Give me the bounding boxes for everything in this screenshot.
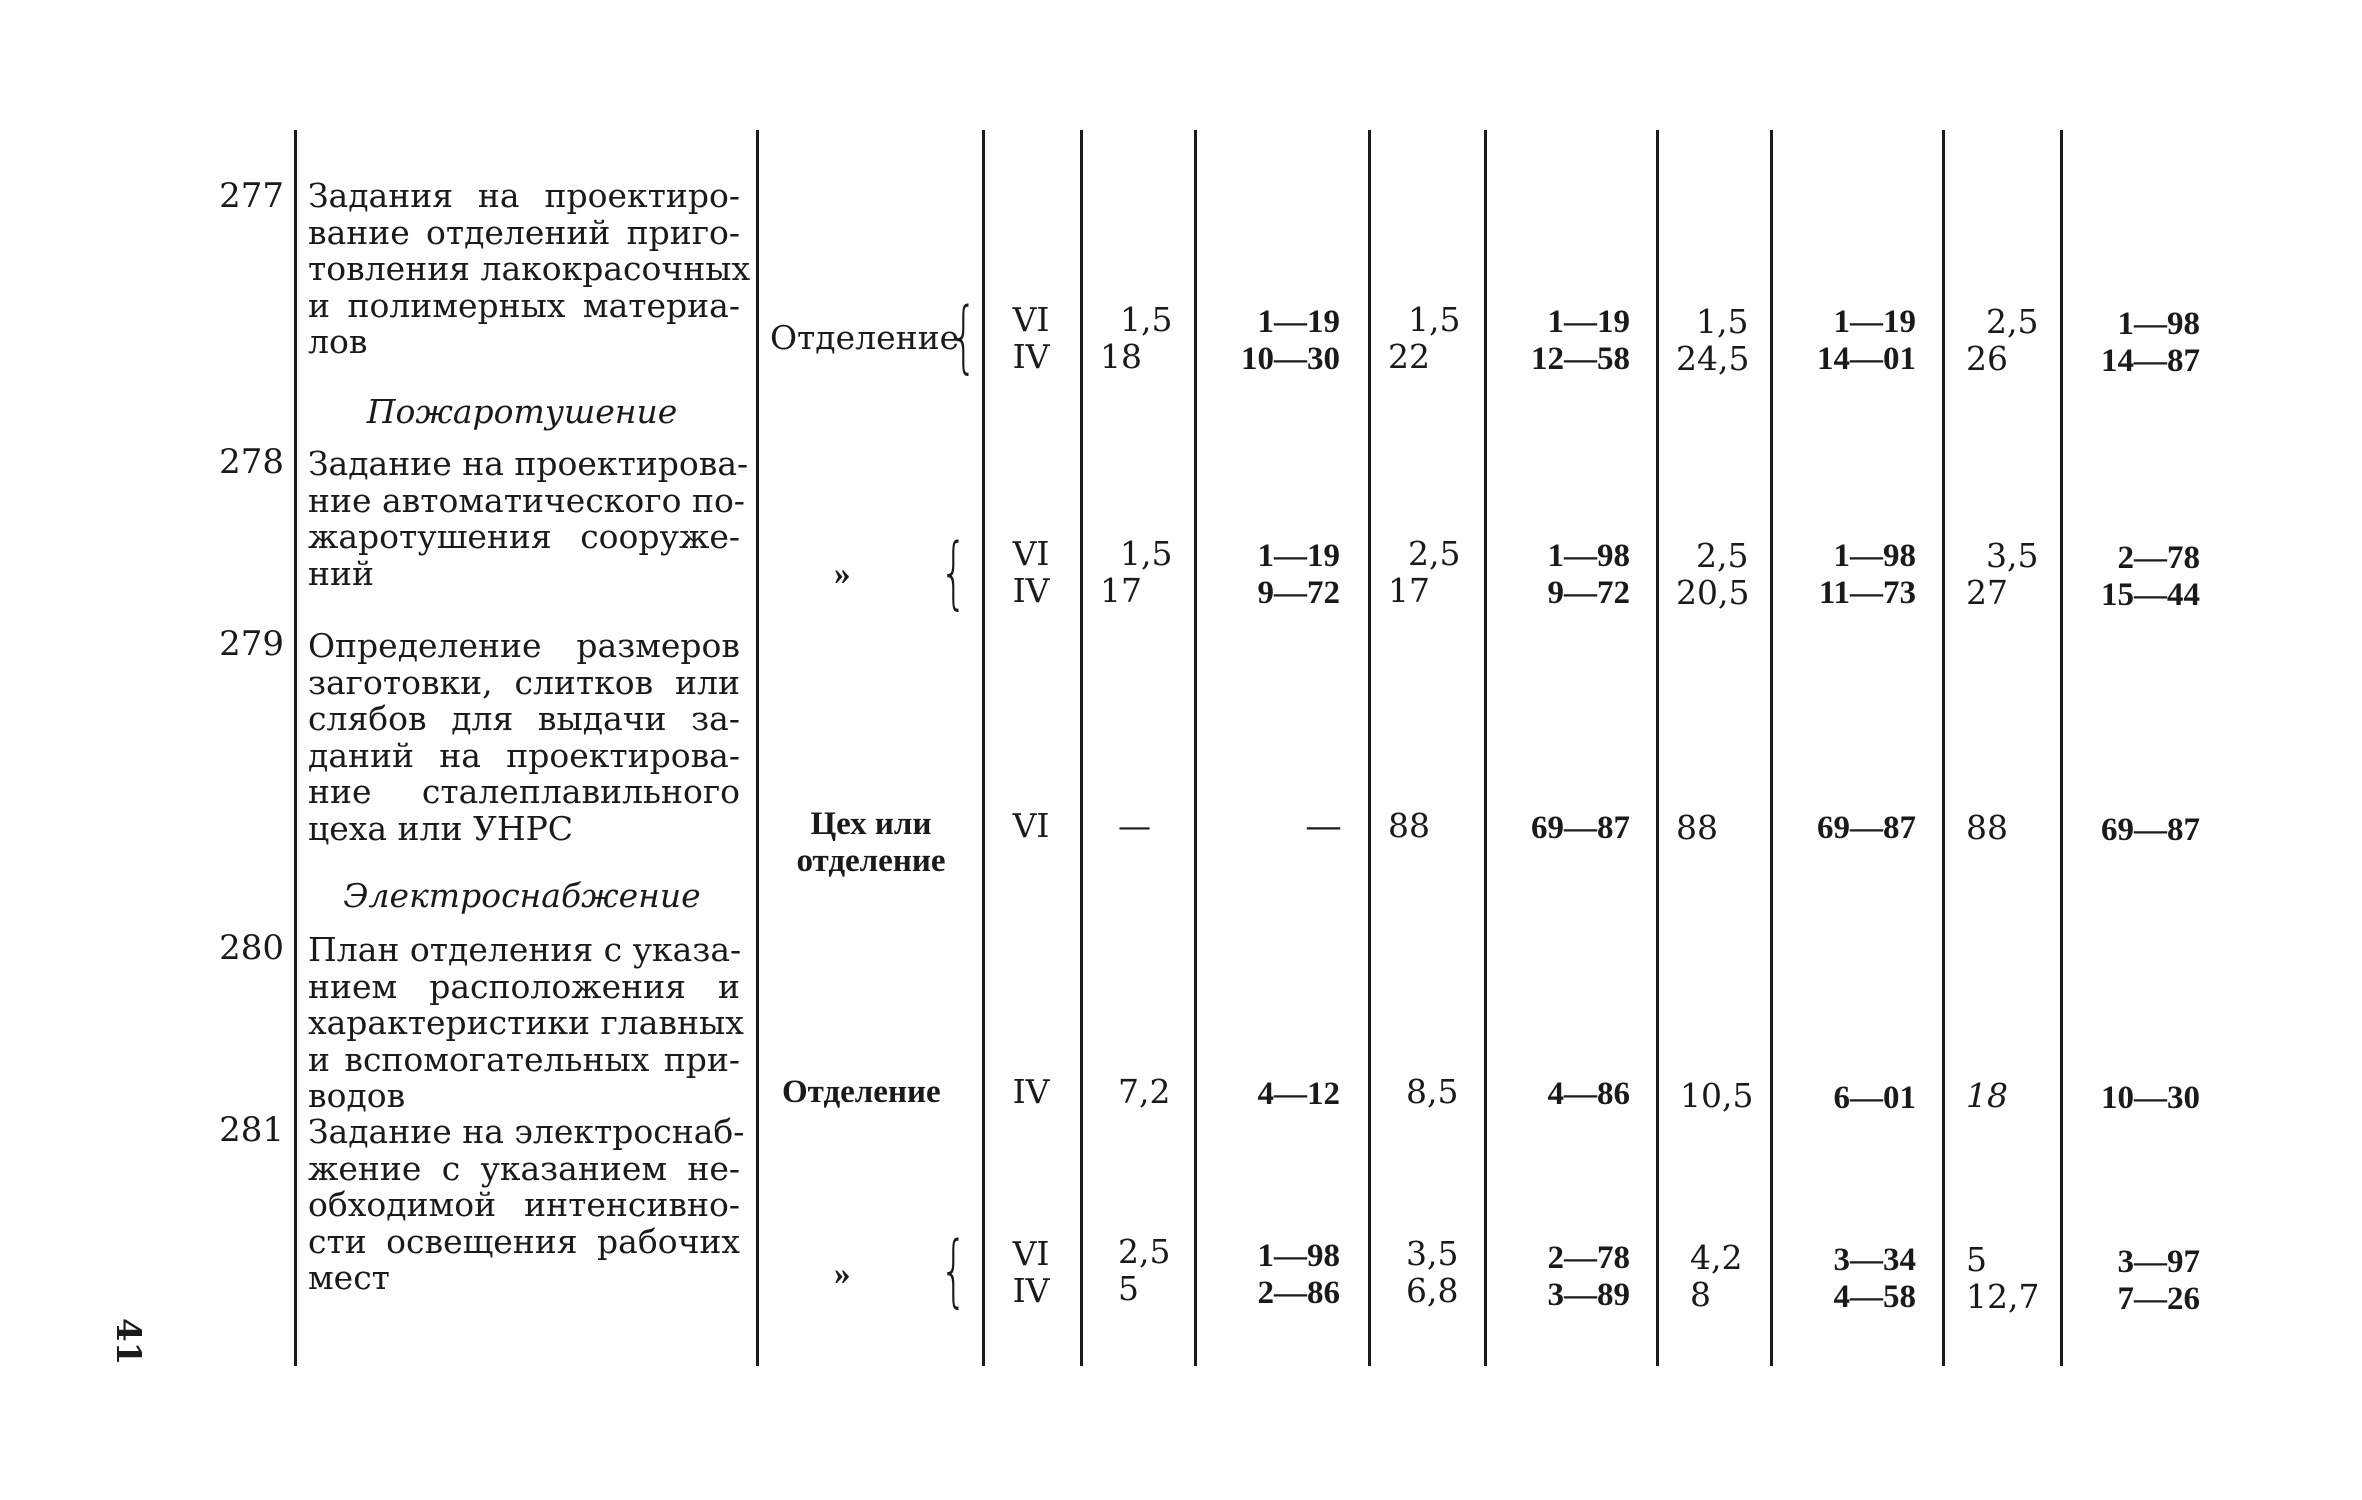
description-line: даний на проектирова- <box>308 735 740 775</box>
brace: { <box>950 292 978 382</box>
description-line: заготовки, слитков или <box>308 662 740 702</box>
unit-cell: » <box>834 1256 851 1292</box>
column-rule <box>1080 130 1083 1366</box>
column-rule <box>294 130 297 1366</box>
category-cell: VI IV <box>1012 534 1050 610</box>
description-line: вание отделений приго- <box>308 212 740 252</box>
column-rule <box>1770 130 1773 1366</box>
price-cell: 3—97 7—26 <box>2117 1244 2200 1317</box>
value-cell: 3,5 6,8 <box>1406 1234 1459 1310</box>
description-line: и полимерных материа- <box>308 285 740 325</box>
price-cell: 2—78 15—44 <box>2101 540 2200 613</box>
description-line: лов <box>308 322 368 361</box>
category-cell: VI IV <box>1012 1234 1050 1310</box>
value-cell: 8,5 <box>1406 1072 1459 1111</box>
value-cell: 1,5 18 <box>1100 300 1173 376</box>
brace: { <box>940 1226 968 1316</box>
column-rule <box>1656 130 1659 1366</box>
price-cell: 1—98 2—86 <box>1257 1238 1340 1311</box>
unit-cell: Отделение <box>782 1074 941 1110</box>
row-description <box>308 628 740 847</box>
price-cell: 3—34 4—58 <box>1833 1242 1916 1315</box>
price-cell: 1—19 9—72 <box>1257 538 1340 611</box>
price-cell: 1—19 14—01 <box>1817 304 1916 377</box>
column-rule <box>1942 130 1945 1366</box>
value-cell: 4,2 8 <box>1690 1238 1743 1314</box>
value-cell: 10,5 <box>1680 1076 1754 1115</box>
column-rule <box>1194 130 1197 1366</box>
unit-cell: Цех или отделение <box>796 806 946 879</box>
brace: { <box>940 528 968 618</box>
category-cell: VI <box>1012 806 1050 845</box>
description-line: ние автоматического по- <box>308 480 745 520</box>
description-line: План отделения с указа- <box>308 930 742 969</box>
price-cell: 69—87 <box>1531 810 1630 846</box>
price-cell: 69—87 <box>1817 810 1916 846</box>
price-cell: 4—12 <box>1257 1076 1340 1112</box>
value-cell: 3,5 27 <box>1966 536 2039 612</box>
description-line: жаротушения сооруже- <box>308 517 740 556</box>
price-cell: 1—98 9—72 <box>1547 538 1630 611</box>
description-line: и вспомогательных при- <box>308 1039 740 1079</box>
unit-cell: Отделение <box>770 318 960 357</box>
row-description <box>308 444 749 593</box>
description-line: товления лакокрасочных <box>308 249 751 288</box>
price-cell: — <box>1307 808 1340 844</box>
description-line: нием расположения и <box>308 966 740 1006</box>
row-number: 278 <box>219 442 284 482</box>
description-line: жение с указанием не- <box>308 1148 740 1188</box>
price-cell: 1—19 10—30 <box>1241 304 1340 377</box>
value-cell: — <box>1118 806 1151 845</box>
value-cell: 2,5 26 <box>1966 302 2039 378</box>
row-number: 277 <box>219 176 284 216</box>
row-description <box>308 1112 745 1297</box>
price-cell: 4—86 <box>1547 1076 1630 1112</box>
description-line: мест <box>308 1258 390 1297</box>
value-cell: 5 12,7 <box>1966 1240 2040 1316</box>
row-number: 279 <box>219 624 284 664</box>
value-cell: 2,5 17 <box>1388 534 1461 610</box>
value-cell: 88 <box>1966 808 2008 847</box>
row-number: 280 <box>219 928 284 968</box>
value-cell: 18 <box>1966 1076 2008 1115</box>
value-cell: 1,5 17 <box>1100 534 1173 610</box>
description-line: Задание на электроснаб- <box>308 1112 745 1151</box>
description-line: Задания на проектиро- <box>308 176 740 215</box>
value-cell: 88 <box>1676 808 1718 847</box>
price-cell: 69—87 <box>2101 812 2200 848</box>
value-cell: 2,5 20,5 <box>1676 536 1750 612</box>
price-cell: 10—30 <box>2101 1080 2200 1116</box>
category-cell: IV <box>1012 1072 1050 1111</box>
column-rule <box>1368 130 1371 1366</box>
description-line: сти освещения рабочих <box>308 1221 740 1261</box>
column-rule <box>982 130 985 1366</box>
section-heading: Пожаротушение <box>366 392 678 431</box>
description-line: ний <box>308 553 374 593</box>
description-line: Задание на проектирова- <box>308 444 749 483</box>
price-cell: 6—01 <box>1833 1080 1916 1116</box>
value-cell: 7,2 <box>1118 1072 1171 1111</box>
unit-cell: » <box>834 556 851 592</box>
row-number: 281 <box>219 1110 284 1150</box>
value-cell: 2,5 5 <box>1118 1232 1171 1308</box>
column-rule <box>756 130 759 1366</box>
value-cell: 1,5 24,5 <box>1676 302 1750 378</box>
page-number: 41 <box>108 1318 148 1366</box>
description-line: Определение размеров <box>308 626 740 665</box>
row-description <box>308 930 744 1115</box>
section-heading: Электроснабжение <box>343 876 701 915</box>
price-cell: 1—19 12—58 <box>1531 304 1630 377</box>
value-cell: 88 <box>1388 806 1430 845</box>
category-cell: VI IV <box>1012 300 1050 376</box>
description-line: обходимой интенсивно- <box>308 1185 740 1224</box>
description-line: ние сталеплавильного <box>308 772 740 811</box>
price-cell: 1—98 14—87 <box>2101 306 2200 379</box>
description-line: слябов для выдачи за- <box>308 699 740 738</box>
price-cell: 1—98 11—73 <box>1818 538 1916 611</box>
description-line: цеха или УНРС <box>308 808 574 848</box>
price-cell: 2—78 3—89 <box>1547 1240 1630 1313</box>
description-line: характеристики главных <box>308 1003 744 1042</box>
row-description <box>308 176 751 361</box>
value-cell: 1,5 22 <box>1388 300 1461 376</box>
column-rule <box>1484 130 1487 1366</box>
description-line: водов <box>308 1076 406 1115</box>
